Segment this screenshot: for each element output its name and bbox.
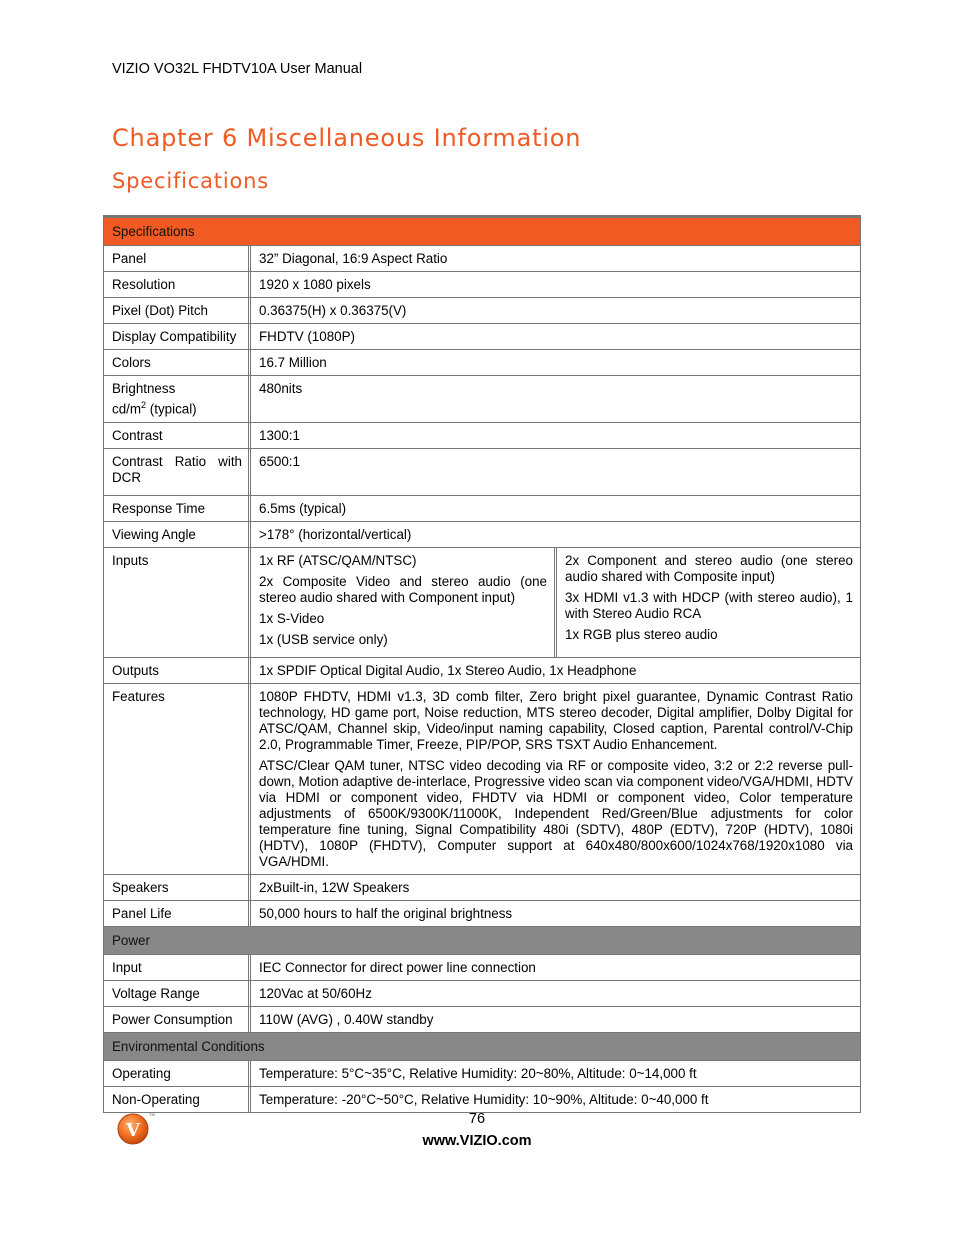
row-value: >178° (horizontal/vertical) <box>259 527 412 542</box>
spec-row-contrast <box>104 423 860 449</box>
row-value: 1x SPDIF Optical Digital Audio, 1x Stereo Audio, 1x Headphone <box>259 663 637 678</box>
row-label: Colors <box>104 350 251 375</box>
row-label <box>104 376 251 422</box>
input-item: 2x Composite Video and stereo audio (one stereo audio shared with Component input) <box>259 574 547 605</box>
row-label: Contrast Ratio with DCR <box>104 449 251 495</box>
brightness-label-line1: Brightness <box>112 381 176 396</box>
specifications-section-header: Specifications <box>104 216 860 246</box>
logo-trademark: TM <box>149 1112 155 1117</box>
document-header: VIZIO VO32L FHDTV10A User Manual <box>112 61 363 77</box>
row-label: Panel <box>104 246 251 271</box>
section-title: Specifications <box>112 169 269 193</box>
power-row-voltage-range <box>104 981 860 1007</box>
row-label: Panel Life <box>104 901 251 926</box>
row-label: Outputs <box>104 658 251 683</box>
website-link[interactable]: www.VIZIO.com <box>422 1133 532 1149</box>
spec-row-viewing-angle <box>104 522 860 548</box>
input-item: 2x Component and stereo audio (one stereo audio shared with Composite input) <box>565 553 853 584</box>
logo-letter: V <box>126 1120 140 1141</box>
features-paragraph: ATSC/Clear QAM tuner, NTSC video decoding via RF or composite video, 3:2 or 2:2 reverse pull-down, Motion adaptive de-interlace, Progressive video scan via component video/VGA/HDMI, HDTV via HDMI or component video, FHDTV via HDMI or component video, Color temperature adjustments of 6500K/9300K/11000K, Independent Red/Green/Blue adjustments for color temperature fine tuning, Signal Compatibility 480i (SDTV), 480P (EDTV), 720P (HDTV), 1080i (HDTV), 1080P (FHDTV), Computer support at 640x480/800x600/1024x768/1920x1080 via VGA/HDMI. <box>259 758 853 869</box>
row-value: 120Vac at 50/60Hz <box>259 986 372 1001</box>
row-value <box>251 684 860 874</box>
row-value: 1300:1 <box>259 428 300 443</box>
row-label: Display Compatibility <box>104 324 251 349</box>
row-value: 6500:1 <box>259 454 300 469</box>
row-value: Temperature: 5°C~35°C, Relative Humidity: 20~80%, Altitude: 0~14,000 ft <box>259 1066 697 1081</box>
spec-row-panel <box>104 246 860 272</box>
row-value: 6.5ms (typical) <box>259 501 347 516</box>
spec-row-brightness <box>104 376 860 423</box>
row-value: 50,000 hours to half the original brightness <box>259 906 513 921</box>
inputs-value-columns <box>251 548 860 657</box>
row-value: 2xBuilt-in, 12W Speakers <box>259 880 410 895</box>
row-label: Features <box>104 684 251 874</box>
features-paragraph: 1080P FHDTV, HDMI v1.3, 3D comb filter, Zero bright pixel guarantee, Dynamic Contrast Ratio technology, HD game port, Noise reduction, MTS stereo decoder, Digital amplifier, Dolby Digital for ATSC/QAM, Channel skip, Video/input naming capability, Closed caption, Parental control/V-Chip 2.0, Programmable Timer, Freeze, PIP/POP, SRS TSXT Audio Enhancement. <box>259 689 853 752</box>
spec-row-panel-life <box>104 901 860 927</box>
env-row-non-operating <box>104 1087 860 1112</box>
power-row-consumption <box>104 1007 860 1033</box>
row-label: Response Time <box>104 496 251 521</box>
specifications-table <box>103 215 861 1113</box>
brightness-unit: cd/m <box>112 401 142 417</box>
input-item: 3x HDMI v1.3 with HDCP (with stereo audio), 1 with Stereo Audio RCA <box>565 590 853 621</box>
row-label: Resolution <box>104 272 251 297</box>
environmental-section-header: Environmental Conditions <box>104 1033 860 1061</box>
spec-row-speakers <box>104 875 860 901</box>
row-label: Viewing Angle <box>104 522 251 547</box>
inputs-right-column <box>554 548 860 657</box>
row-value: FHDTV (1080P) <box>259 329 355 344</box>
spec-row-resolution <box>104 272 860 298</box>
row-value: 480nits <box>259 381 303 396</box>
row-label: Pixel (Dot) Pitch <box>104 298 251 323</box>
row-label: Input <box>104 955 251 980</box>
brightness-label-line2 <box>112 397 242 417</box>
spec-row-inputs <box>104 548 860 658</box>
row-label: Voltage Range <box>104 981 251 1006</box>
row-label: Non-Operating <box>104 1087 251 1112</box>
row-value: 0.36375(H) x 0.36375(V) <box>259 303 407 318</box>
brightness-unit-superscript: 2 <box>141 400 147 410</box>
row-value: 1920 x 1080 pixels <box>259 277 371 292</box>
spec-row-outputs <box>104 658 860 684</box>
page-number: 76 <box>468 1111 486 1127</box>
spec-row-response-time <box>104 496 860 522</box>
spec-row-contrast-dcr <box>104 449 860 496</box>
input-item: 1x (USB service only) <box>259 632 388 647</box>
input-item: 1x S-Video <box>259 611 325 626</box>
row-label: Operating <box>104 1061 251 1086</box>
input-item: 1x RGB plus stereo audio <box>565 627 718 642</box>
row-label: Inputs <box>104 548 251 657</box>
row-value: 110W (AVG) , 0.40W standby <box>259 1012 434 1027</box>
chapter-title: Chapter 6 Miscellaneous Information <box>112 124 582 152</box>
power-row-input <box>104 955 860 981</box>
inputs-left-column <box>251 548 554 657</box>
row-label: Contrast <box>104 423 251 448</box>
spec-row-features <box>104 684 860 875</box>
spec-row-pixel-pitch <box>104 298 860 324</box>
row-value: Temperature: -20°C~50°C, Relative Humidity: 10~90%, Altitude: 0~40,000 ft <box>259 1092 709 1107</box>
power-section-header: Power <box>104 927 860 955</box>
row-label: Speakers <box>104 875 251 900</box>
row-label: Power Consumption <box>104 1007 251 1032</box>
row-value: 16.7 Million <box>259 355 327 370</box>
env-row-operating <box>104 1061 860 1087</box>
row-value: 32” Diagonal, 16:9 Aspect Ratio <box>259 251 448 266</box>
input-item: 1x RF (ATSC/QAM/NTSC) <box>259 553 417 568</box>
row-value: IEC Connector for direct power line connection <box>259 960 536 975</box>
spec-row-display-compatibility <box>104 324 860 350</box>
brightness-unit-suffix: (typical) <box>146 401 197 417</box>
spec-row-colors <box>104 350 860 376</box>
